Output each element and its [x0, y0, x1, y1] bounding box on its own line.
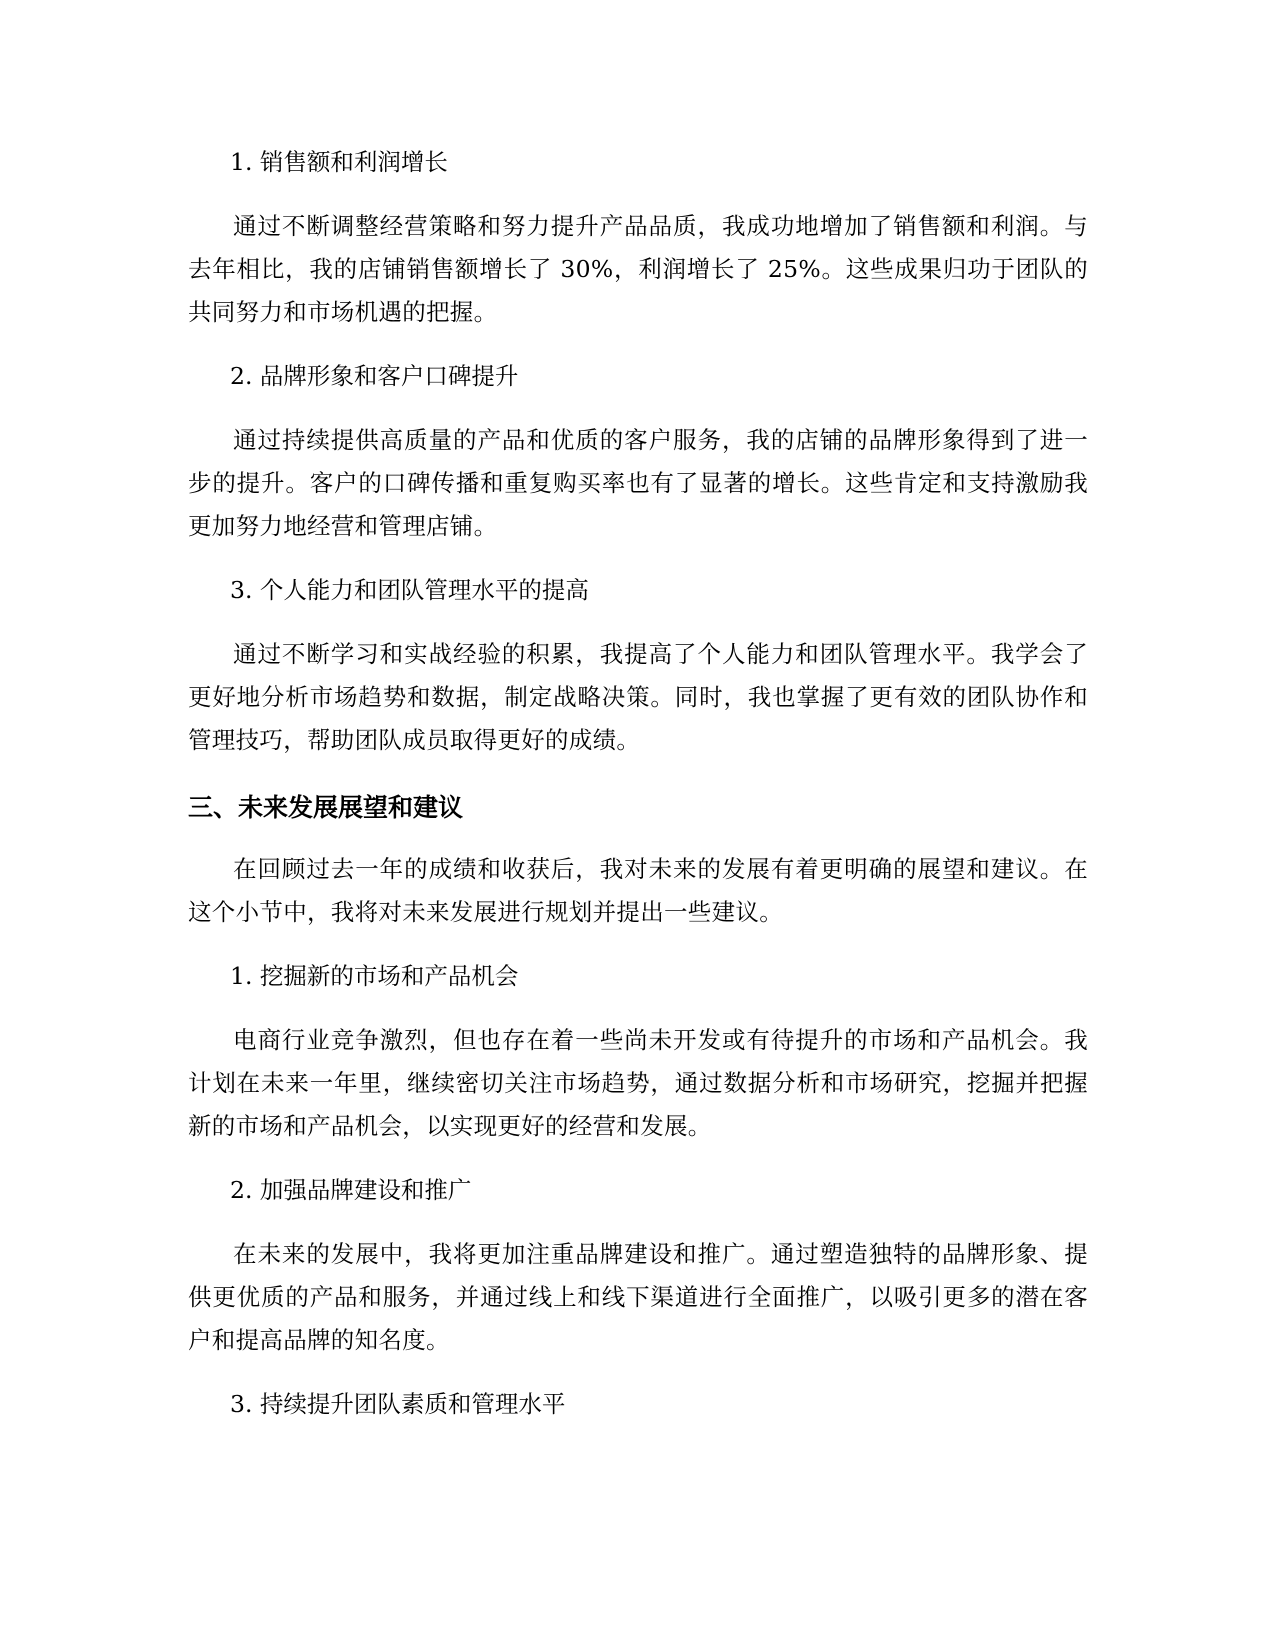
subheading-new-market-opportunities: 1. 挖掘新的市场和产品机会 — [230, 962, 519, 990]
paragraph-brand-reputation: 通过持续提供高质量的产品和优质的客户服务，我的店铺的品牌形象得到了进一步的提升。客户的口碑传播和重复购买率也有了显著的增长。这些肯定和支持激励我更加努力地经营和管理店铺。 — [188, 426, 1088, 540]
section-title-future-outlook: 三、未来发展展望和建议 — [188, 793, 464, 822]
paragraph-brand-building: 在未来的发展中，我将更加注重品牌建设和推广。通过塑造独特的品牌形象、提供更优质的产品和服务，并通过线上和线下渠道进行全面推广，以吸引更多的潜在客户和提高品牌的知名度。 — [188, 1240, 1088, 1354]
paragraph-personal-team-management: 通过不断学习和实战经验的积累，我提高了个人能力和团队管理水平。我学会了更好地分析市场趋势和数据，制定战略决策。同时，我也掌握了更有效的团队协作和管理技巧，帮助团队成员取得更好的成绩。 — [188, 640, 1088, 754]
subheading-brand-building: 2. 加强品牌建设和推广 — [230, 1176, 472, 1204]
paragraph-sales-profit-growth: 通过不断调整经营策略和努力提升产品品质，我成功地增加了销售额和利润。与去年相比，我的店铺销售额增长了 30%，利润增长了 25%。这些成果归功于团队的共同努力和市场机遇的把握。 — [188, 212, 1088, 326]
paragraph-new-market-opportunities: 电商行业竞争激烈，但也存在着一些尚未开发或有待提升的市场和产品机会。我计划在未来一年里，继续密切关注市场趋势，通过数据分析和市场研究，挖掘并把握新的市场和产品机会，以实现更好的经营和发展。 — [188, 1026, 1088, 1140]
document-body — [188, 142, 1088, 1424]
subheading-team-quality: 3. 持续提升团队素质和管理水平 — [230, 1390, 566, 1418]
subheading-brand-reputation: 2. 品牌形象和客户口碑提升 — [230, 362, 519, 390]
subheading-sales-profit-growth: 1. 销售额和利润增长 — [230, 148, 448, 176]
subheading-personal-team-management: 3. 个人能力和团队管理水平的提高 — [230, 576, 589, 604]
paragraph-future-intro: 在回顾过去一年的成绩和收获后，我对未来的发展有着更明确的展望和建议。在这个小节中，我将对未来发展进行规划并提出一些建议。 — [188, 855, 1088, 926]
